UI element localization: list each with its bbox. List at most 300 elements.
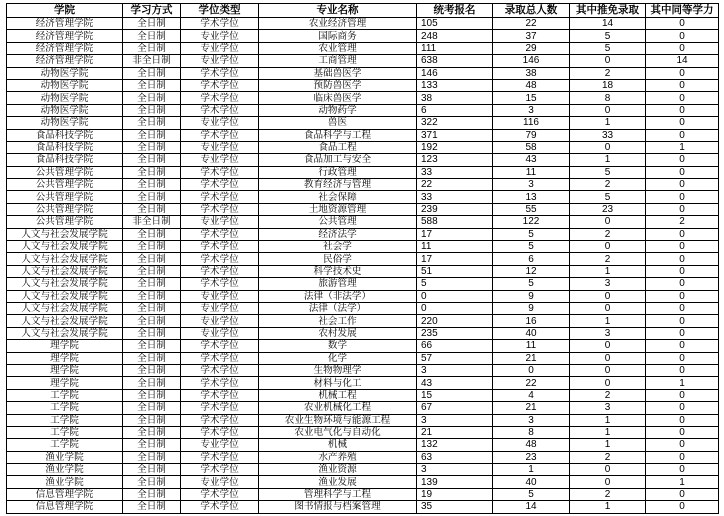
cell-equivalent-qualification: 0 [646, 278, 719, 290]
cell-exam-applicants: 3 [417, 364, 493, 376]
cell-degree-type: 学术学位 [181, 92, 259, 104]
cell-study-mode: 全日制 [123, 476, 181, 488]
cell-recommended-admitted: 1 [570, 265, 646, 277]
cell-major: 农业生物环境与能源工程 [259, 414, 417, 426]
cell-recommended-admitted: 1 [570, 154, 646, 166]
cell-exam-applicants: 146 [417, 67, 493, 79]
cell-college: 人文与社会发展学院 [7, 315, 123, 327]
cell-recommended-admitted: 5 [570, 42, 646, 54]
cell-equivalent-qualification: 0 [646, 166, 719, 178]
cell-major: 科学技术史 [259, 265, 417, 277]
cell-degree-type: 学术学位 [181, 278, 259, 290]
cell-major: 国际商务 [259, 30, 417, 42]
cell-major: 旅游管理 [259, 278, 417, 290]
header-degree-type: 学位类型 [181, 4, 259, 18]
table-row [7, 166, 719, 178]
cell-major: 临床兽医学 [259, 92, 417, 104]
cell-exam-applicants: 57 [417, 352, 493, 364]
cell-major: 食品加工与安全 [259, 154, 417, 166]
cell-college: 公共管理学院 [7, 179, 123, 191]
cell-degree-type: 专业学位 [181, 302, 259, 314]
cell-recommended-admitted: 1 [570, 426, 646, 438]
cell-college: 动物医学院 [7, 92, 123, 104]
cell-study-mode: 全日制 [123, 179, 181, 191]
cell-study-mode: 全日制 [123, 451, 181, 463]
cell-college: 人文与社会发展学院 [7, 290, 123, 302]
cell-study-mode: 全日制 [123, 377, 181, 389]
cell-degree-type: 学术学位 [181, 179, 259, 191]
cell-college: 公共管理学院 [7, 191, 123, 203]
header-exam-applicants: 统考报名 [417, 4, 493, 18]
cell-degree-type: 专业学位 [181, 216, 259, 228]
cell-equivalent-qualification: 0 [646, 364, 719, 376]
cell-college: 人文与社会发展学院 [7, 302, 123, 314]
cell-degree-type: 专业学位 [181, 439, 259, 451]
cell-equivalent-qualification: 0 [646, 79, 719, 91]
cell-total-admitted: 3 [493, 104, 570, 116]
cell-recommended-admitted: 0 [570, 364, 646, 376]
cell-recommended-admitted: 8 [570, 92, 646, 104]
cell-recommended-admitted: 14 [570, 18, 646, 30]
table-row [7, 426, 719, 438]
cell-equivalent-qualification: 0 [646, 241, 719, 253]
cell-major: 农业管理 [259, 42, 417, 54]
cell-major: 农村发展 [259, 327, 417, 339]
cell-degree-type: 学术学位 [181, 67, 259, 79]
cell-equivalent-qualification: 1 [646, 476, 719, 488]
cell-degree-type: 学术学位 [181, 352, 259, 364]
cell-college: 人文与社会发展学院 [7, 265, 123, 277]
cell-total-admitted: 5 [493, 488, 570, 500]
cell-degree-type: 学术学位 [181, 253, 259, 265]
cell-total-admitted: 11 [493, 166, 570, 178]
cell-recommended-admitted: 2 [570, 389, 646, 401]
cell-total-admitted: 11 [493, 340, 570, 352]
cell-major: 动物药学 [259, 104, 417, 116]
cell-major: 农业机械化工程 [259, 402, 417, 414]
table-row [7, 290, 719, 302]
table-body [7, 18, 719, 514]
cell-exam-applicants: 220 [417, 315, 493, 327]
cell-degree-type: 专业学位 [181, 55, 259, 67]
cell-total-admitted: 0 [493, 364, 570, 376]
cell-recommended-admitted: 3 [570, 278, 646, 290]
cell-total-admitted: 40 [493, 327, 570, 339]
cell-recommended-admitted: 0 [570, 55, 646, 67]
cell-degree-type: 专业学位 [181, 141, 259, 153]
table-row [7, 364, 719, 376]
cell-total-admitted: 116 [493, 117, 570, 129]
cell-recommended-admitted: 0 [570, 241, 646, 253]
cell-total-admitted: 1 [493, 464, 570, 476]
cell-exam-applicants: 371 [417, 129, 493, 141]
cell-major: 经济法学 [259, 228, 417, 240]
cell-recommended-admitted: 0 [570, 377, 646, 389]
header-recommended-admitted: 其中推免录取 [570, 4, 646, 18]
cell-college: 理学院 [7, 364, 123, 376]
cell-recommended-admitted: 1 [570, 315, 646, 327]
admissions-sheet [6, 3, 719, 514]
cell-equivalent-qualification: 0 [646, 67, 719, 79]
cell-equivalent-qualification: 0 [646, 265, 719, 277]
table-row [7, 389, 719, 401]
cell-equivalent-qualification: 0 [646, 117, 719, 129]
cell-equivalent-qualification: 0 [646, 92, 719, 104]
cell-equivalent-qualification: 1 [646, 377, 719, 389]
cell-equivalent-qualification: 0 [646, 340, 719, 352]
cell-major: 机械工程 [259, 389, 417, 401]
cell-college: 理学院 [7, 340, 123, 352]
table-row [7, 18, 719, 30]
cell-total-admitted: 55 [493, 203, 570, 215]
cell-exam-applicants: 21 [417, 426, 493, 438]
cell-equivalent-qualification: 1 [646, 141, 719, 153]
cell-recommended-admitted: 0 [570, 476, 646, 488]
cell-college: 食品科技学院 [7, 129, 123, 141]
cell-recommended-admitted: 5 [570, 30, 646, 42]
cell-study-mode: 全日制 [123, 117, 181, 129]
cell-equivalent-qualification: 0 [646, 302, 719, 314]
cell-recommended-admitted: 1 [570, 501, 646, 513]
cell-study-mode: 全日制 [123, 203, 181, 215]
cell-total-admitted: 22 [493, 377, 570, 389]
cell-major: 社会保障 [259, 191, 417, 203]
table-row [7, 141, 719, 153]
cell-college: 食品科技学院 [7, 141, 123, 153]
cell-recommended-admitted: 0 [570, 141, 646, 153]
cell-degree-type: 学术学位 [181, 364, 259, 376]
cell-college: 人文与社会发展学院 [7, 228, 123, 240]
cell-college: 公共管理学院 [7, 203, 123, 215]
cell-major: 兽医 [259, 117, 417, 129]
cell-equivalent-qualification: 0 [646, 501, 719, 513]
cell-major: 公共管理 [259, 216, 417, 228]
cell-major: 渔业发展 [259, 476, 417, 488]
cell-degree-type: 学术学位 [181, 129, 259, 141]
cell-major: 土地资源管理 [259, 203, 417, 215]
cell-degree-type: 专业学位 [181, 42, 259, 54]
cell-study-mode: 全日制 [123, 352, 181, 364]
cell-exam-applicants: 35 [417, 501, 493, 513]
table-row [7, 476, 719, 488]
cell-total-admitted: 122 [493, 216, 570, 228]
cell-college: 信息管理学院 [7, 488, 123, 500]
cell-recommended-admitted: 5 [570, 166, 646, 178]
cell-exam-applicants: 5 [417, 278, 493, 290]
cell-college: 渔业学院 [7, 476, 123, 488]
cell-study-mode: 全日制 [123, 191, 181, 203]
cell-recommended-admitted: 5 [570, 191, 646, 203]
cell-college: 工学院 [7, 426, 123, 438]
cell-exam-applicants: 11 [417, 241, 493, 253]
cell-study-mode: 非全日制 [123, 55, 181, 67]
cell-total-admitted: 48 [493, 79, 570, 91]
cell-major: 预防兽医学 [259, 79, 417, 91]
cell-exam-applicants: 66 [417, 340, 493, 352]
cell-college: 工学院 [7, 439, 123, 451]
cell-degree-type: 学术学位 [181, 402, 259, 414]
cell-recommended-admitted: 3 [570, 402, 646, 414]
cell-exam-applicants: 63 [417, 451, 493, 463]
cell-total-admitted: 146 [493, 55, 570, 67]
cell-degree-type: 学术学位 [181, 104, 259, 116]
cell-degree-type: 学术学位 [181, 191, 259, 203]
cell-recommended-admitted: 33 [570, 129, 646, 141]
cell-study-mode: 全日制 [123, 104, 181, 116]
cell-total-admitted: 14 [493, 501, 570, 513]
cell-recommended-admitted: 1 [570, 117, 646, 129]
cell-study-mode: 全日制 [123, 464, 181, 476]
cell-exam-applicants: 123 [417, 154, 493, 166]
cell-recommended-admitted: 0 [570, 302, 646, 314]
table-row [7, 352, 719, 364]
cell-equivalent-qualification: 0 [646, 439, 719, 451]
cell-study-mode: 全日制 [123, 92, 181, 104]
cell-study-mode: 全日制 [123, 327, 181, 339]
cell-college: 动物医学院 [7, 117, 123, 129]
cell-college: 人文与社会发展学院 [7, 327, 123, 339]
cell-degree-type: 专业学位 [181, 476, 259, 488]
cell-equivalent-qualification: 0 [646, 104, 719, 116]
table-row [7, 402, 719, 414]
cell-equivalent-qualification: 0 [646, 129, 719, 141]
cell-study-mode: 全日制 [123, 278, 181, 290]
cell-degree-type: 学术学位 [181, 203, 259, 215]
table-row [7, 464, 719, 476]
table-row [7, 79, 719, 91]
cell-degree-type: 学术学位 [181, 18, 259, 30]
cell-major: 社会学 [259, 241, 417, 253]
cell-study-mode: 全日制 [123, 67, 181, 79]
cell-total-admitted: 16 [493, 315, 570, 327]
cell-total-admitted: 5 [493, 278, 570, 290]
table-row [7, 501, 719, 513]
cell-equivalent-qualification: 0 [646, 488, 719, 500]
cell-total-admitted: 38 [493, 67, 570, 79]
cell-college: 动物医学院 [7, 79, 123, 91]
cell-exam-applicants: 638 [417, 55, 493, 67]
cell-study-mode: 全日制 [123, 402, 181, 414]
cell-study-mode: 全日制 [123, 315, 181, 327]
header-study-mode: 学习方式 [123, 4, 181, 18]
cell-college: 食品科技学院 [7, 154, 123, 166]
cell-major: 机械 [259, 439, 417, 451]
cell-exam-applicants: 105 [417, 18, 493, 30]
table-row [7, 30, 719, 42]
cell-major: 材料与化工 [259, 377, 417, 389]
cell-degree-type: 专业学位 [181, 154, 259, 166]
table-row [7, 129, 719, 141]
table-row [7, 42, 719, 54]
cell-college: 渔业学院 [7, 451, 123, 463]
table-row [7, 203, 719, 215]
cell-recommended-admitted: 0 [570, 464, 646, 476]
cell-study-mode: 全日制 [123, 166, 181, 178]
cell-recommended-admitted: 0 [570, 290, 646, 302]
cell-recommended-admitted: 3 [570, 327, 646, 339]
cell-equivalent-qualification: 0 [646, 464, 719, 476]
table-row [7, 117, 719, 129]
cell-college: 工学院 [7, 414, 123, 426]
cell-total-admitted: 23 [493, 451, 570, 463]
cell-college: 工学院 [7, 402, 123, 414]
cell-study-mode: 全日制 [123, 414, 181, 426]
cell-exam-applicants: 38 [417, 92, 493, 104]
cell-major: 行政管理 [259, 166, 417, 178]
cell-study-mode: 全日制 [123, 228, 181, 240]
cell-total-admitted: 22 [493, 18, 570, 30]
cell-degree-type: 学术学位 [181, 166, 259, 178]
cell-equivalent-qualification: 2 [646, 216, 719, 228]
cell-equivalent-qualification: 0 [646, 203, 719, 215]
cell-major: 水产养殖 [259, 451, 417, 463]
cell-recommended-admitted: 0 [570, 216, 646, 228]
cell-study-mode: 全日制 [123, 30, 181, 42]
table-row [7, 439, 719, 451]
cell-major: 法律（法学） [259, 302, 417, 314]
cell-exam-applicants: 235 [417, 327, 493, 339]
table-row [7, 55, 719, 67]
cell-exam-applicants: 192 [417, 141, 493, 153]
cell-exam-applicants: 6 [417, 104, 493, 116]
cell-equivalent-qualification: 0 [646, 451, 719, 463]
header-college: 学院 [7, 4, 123, 18]
table-row [7, 488, 719, 500]
table-row [7, 92, 719, 104]
cell-college: 人文与社会发展学院 [7, 241, 123, 253]
cell-college: 渔业学院 [7, 464, 123, 476]
cell-equivalent-qualification: 0 [646, 154, 719, 166]
table-row [7, 253, 719, 265]
cell-major: 法律（非法学） [259, 290, 417, 302]
cell-college: 工学院 [7, 389, 123, 401]
cell-study-mode: 全日制 [123, 141, 181, 153]
table-row [7, 67, 719, 79]
cell-study-mode: 全日制 [123, 18, 181, 30]
table-row [7, 315, 719, 327]
cell-degree-type: 学术学位 [181, 340, 259, 352]
cell-college: 动物医学院 [7, 104, 123, 116]
cell-degree-type: 学术学位 [181, 464, 259, 476]
cell-degree-type: 学术学位 [181, 414, 259, 426]
cell-exam-applicants: 17 [417, 228, 493, 240]
header-equivalent-qualification: 其中同等学力 [646, 4, 719, 18]
cell-recommended-admitted: 23 [570, 203, 646, 215]
cell-degree-type: 学术学位 [181, 241, 259, 253]
cell-degree-type: 专业学位 [181, 117, 259, 129]
cell-recommended-admitted: 18 [570, 79, 646, 91]
cell-equivalent-qualification: 0 [646, 402, 719, 414]
cell-study-mode: 全日制 [123, 389, 181, 401]
cell-study-mode: 全日制 [123, 302, 181, 314]
cell-major: 化学 [259, 352, 417, 364]
cell-exam-applicants: 33 [417, 166, 493, 178]
cell-exam-applicants: 67 [417, 402, 493, 414]
cell-recommended-admitted: 0 [570, 352, 646, 364]
table-row [7, 154, 719, 166]
cell-study-mode: 全日制 [123, 265, 181, 277]
table-row [7, 179, 719, 191]
cell-total-admitted: 40 [493, 476, 570, 488]
cell-total-admitted: 58 [493, 141, 570, 153]
cell-exam-applicants: 133 [417, 79, 493, 91]
cell-degree-type: 学术学位 [181, 426, 259, 438]
cell-total-admitted: 8 [493, 426, 570, 438]
cell-exam-applicants: 132 [417, 439, 493, 451]
cell-total-admitted: 21 [493, 352, 570, 364]
cell-exam-applicants: 22 [417, 179, 493, 191]
cell-recommended-admitted: 1 [570, 414, 646, 426]
cell-major: 管理科学与工程 [259, 488, 417, 500]
cell-college: 公共管理学院 [7, 166, 123, 178]
cell-equivalent-qualification: 14 [646, 55, 719, 67]
cell-degree-type: 学术学位 [181, 377, 259, 389]
cell-degree-type: 学术学位 [181, 228, 259, 240]
cell-study-mode: 全日制 [123, 253, 181, 265]
cell-study-mode: 全日制 [123, 364, 181, 376]
cell-recommended-admitted: 2 [570, 488, 646, 500]
table-row [7, 104, 719, 116]
cell-college: 理学院 [7, 377, 123, 389]
cell-college: 公共管理学院 [7, 216, 123, 228]
cell-study-mode: 全日制 [123, 501, 181, 513]
cell-total-admitted: 5 [493, 228, 570, 240]
cell-study-mode: 全日制 [123, 79, 181, 91]
cell-total-admitted: 9 [493, 302, 570, 314]
cell-study-mode: 非全日制 [123, 216, 181, 228]
table-row [7, 302, 719, 314]
cell-total-admitted: 9 [493, 290, 570, 302]
cell-degree-type: 学术学位 [181, 501, 259, 513]
cell-recommended-admitted: 2 [570, 451, 646, 463]
header-total-admitted: 录取总人数 [493, 4, 570, 18]
cell-recommended-admitted: 2 [570, 67, 646, 79]
table-row [7, 216, 719, 228]
cell-exam-applicants: 322 [417, 117, 493, 129]
cell-equivalent-qualification: 0 [646, 352, 719, 364]
cell-recommended-admitted: 2 [570, 179, 646, 191]
table-row [7, 191, 719, 203]
cell-degree-type: 学术学位 [181, 488, 259, 500]
cell-major: 工商管理 [259, 55, 417, 67]
cell-equivalent-qualification: 0 [646, 253, 719, 265]
cell-exam-applicants: 0 [417, 290, 493, 302]
cell-major: 图书情报与档案管理 [259, 501, 417, 513]
table-row [7, 278, 719, 290]
cell-exam-applicants: 139 [417, 476, 493, 488]
cell-exam-applicants: 111 [417, 42, 493, 54]
cell-equivalent-qualification: 0 [646, 414, 719, 426]
cell-total-admitted: 3 [493, 414, 570, 426]
cell-degree-type: 专业学位 [181, 30, 259, 42]
cell-equivalent-qualification: 0 [646, 191, 719, 203]
cell-exam-applicants: 3 [417, 414, 493, 426]
cell-total-admitted: 13 [493, 191, 570, 203]
cell-degree-type: 学术学位 [181, 451, 259, 463]
cell-recommended-admitted: 2 [570, 228, 646, 240]
cell-study-mode: 全日制 [123, 488, 181, 500]
table-row [7, 228, 719, 240]
cell-degree-type: 学术学位 [181, 389, 259, 401]
cell-degree-type: 学术学位 [181, 265, 259, 277]
cell-exam-applicants: 0 [417, 302, 493, 314]
cell-major: 农业电气化与自动化 [259, 426, 417, 438]
cell-equivalent-qualification: 0 [646, 426, 719, 438]
cell-equivalent-qualification: 0 [646, 30, 719, 42]
cell-major: 数学 [259, 340, 417, 352]
cell-major: 民俗学 [259, 253, 417, 265]
cell-major: 教育经济与管理 [259, 179, 417, 191]
